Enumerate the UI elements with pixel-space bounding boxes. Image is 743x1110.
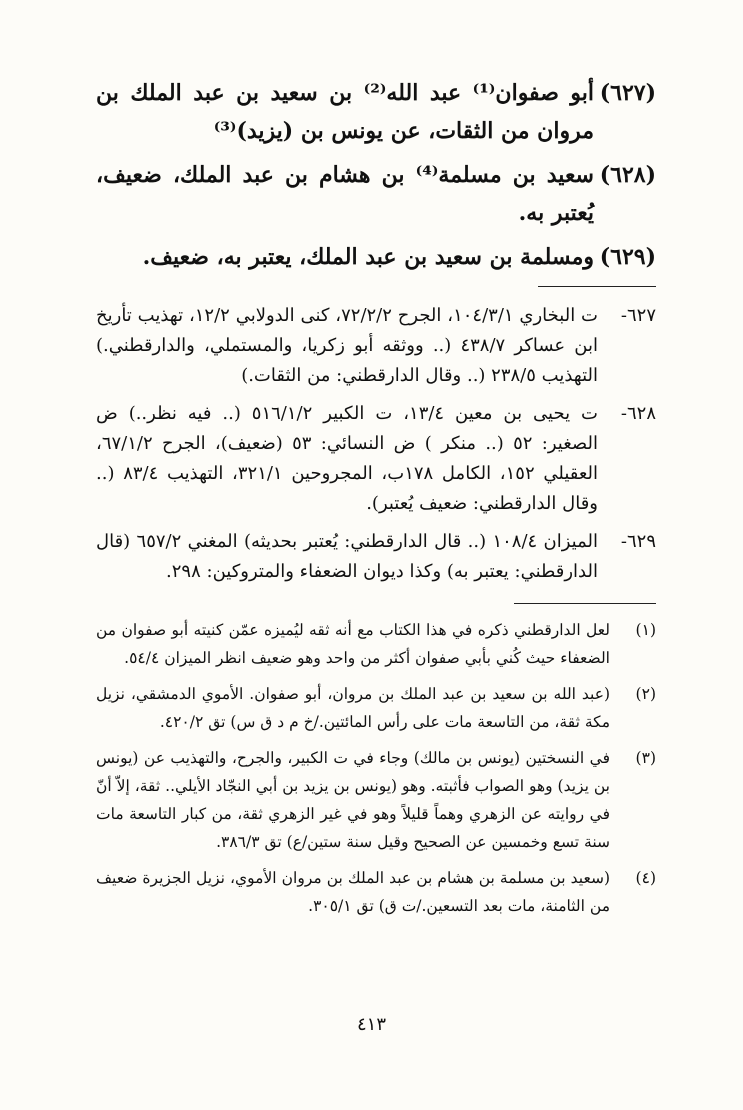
footnote-number: (١) <box>635 621 656 639</box>
reference-entry <box>96 527 656 587</box>
main-entry <box>96 74 656 150</box>
main-entry <box>96 156 656 232</box>
reference-text: ت يحيى بن معين ١٣/٤، ت الكبير ٥١٦/١/٢ (.. فيه نظر..) ض الصغير: ٥٢ (.. منكر ) ض النسائي: ٥٣ (ضعيف)، الجرح ٦٧/١/٢، العقيلي ١٥٢، الكامل ١٧٨ب، المجروحين ٣٢١/١، التهذيب ٨٣/٤ (.. وقال الدارقطني: ضعيف يُعتبر). <box>96 403 599 514</box>
page-content <box>96 74 656 920</box>
reference-entry <box>96 301 656 391</box>
references-section <box>96 301 656 587</box>
footnote-text: في النسختين (يونس بن مالك) وجاء في ت الكبير، والجرح، والتهذيب عن (يونس بن يزيد) وهو الصواب فأثبته. وهو (يونس بن يزيد بن أبي النجّاد الأيلي.. ثقة، إلاّ أنّ في روايته عن الزهري وهماً قليلاً وهو في غير الزهري ثقة، من كبار التاسعة مات سنة تسع وخمسين عن الصحيح وقيل سنة ستين/ع) تق ٣٨٦/٣. <box>96 749 610 851</box>
entry-number: (٦٢٧) <box>599 80 656 106</box>
entry-number: (٦٢٨) <box>599 162 656 188</box>
reference-number: ٦٢٧- <box>620 305 656 326</box>
footnote-number: (٢) <box>635 685 656 703</box>
entry-text: أبو صفوان⁽¹⁾ عبد الله⁽²⁾ بن سعيد بن عبد الملك بن مروان من الثقات، عن يونس بن (يزيد)⁽³⁾ <box>96 80 594 144</box>
page-number: ٤١٣ <box>356 1014 386 1035</box>
footnote-number: (٤) <box>635 869 656 887</box>
entry-text: ومسلمة بن سعيد بن عبد الملك، يعتبر به، ضعيف. <box>142 244 594 270</box>
reference-number: ٦٢٩- <box>620 531 656 552</box>
footnote-number: (٣) <box>635 749 656 767</box>
footnote-text: (سعيد بن مسلمة بن هشام بن عبد الملك بن مروان الأموي، نزيل الجزيرة ضعيف من الثامنة، مات بعد التسعين./ت ق) تق ٣٠٥/١. <box>96 869 610 915</box>
footnote-text: لعل الدارقطني ذكره في هذا الكتاب مع أنه ثقه ليُميزه عمّن كنيته أبو صفوان من الضعفاء حيث كُني بأبي صفوان أكثر من واحد وهو ضعيف انظر الميزان ٥٤/٤. <box>96 621 610 667</box>
reference-entry <box>96 399 656 519</box>
footnotes-section <box>96 616 656 920</box>
main-entries <box>96 74 656 276</box>
reference-number: ٦٢٨- <box>620 403 656 424</box>
entry-number: (٦٢٩) <box>599 244 656 270</box>
footnote <box>96 864 656 920</box>
footnote <box>96 616 656 672</box>
reference-text: الميزان ١٠٨/٤ (.. قال الدارقطني: يُعتبر بحديثه) المغني ٦٥٧/٢ (قال الدارقطني: يعتبر به) وكذا ديوان الضعفاء والمتروكين: ٢٩٨. <box>96 531 598 582</box>
footnote-text: (عبد الله بن سعيد بن عبد الملك بن مروان، أبو صفوان. الأموي الدمشقي، نزيل مكة ثقة، من التاسعة مات على رأس المائتين./خ م د ق س) تق ٤٢٠/٢. <box>96 685 610 731</box>
reference-text: ت البخاري ١٠٤/٣/١، الجرح ٧٢/٢/٢، كنى الدولابي ١٢/٢، تهذيب تأريخ ابن عساكر ٤٣٨/٧ (.. ووثقه أبو زكريا، والمستملي، والدارقطني.) التهذيب ٢٣٨/٥ (.. وقال الدارقطني: من الثقات.) <box>96 305 598 386</box>
footnote <box>96 744 656 856</box>
footnote-divider <box>514 603 656 604</box>
footnote <box>96 680 656 736</box>
entry-text: سعيد بن مسلمة⁽⁴⁾ بن هشام بن عبد الملك، ضعيف، يُعتبر به. <box>96 162 594 226</box>
main-entry <box>96 238 656 276</box>
section-divider <box>538 286 656 287</box>
